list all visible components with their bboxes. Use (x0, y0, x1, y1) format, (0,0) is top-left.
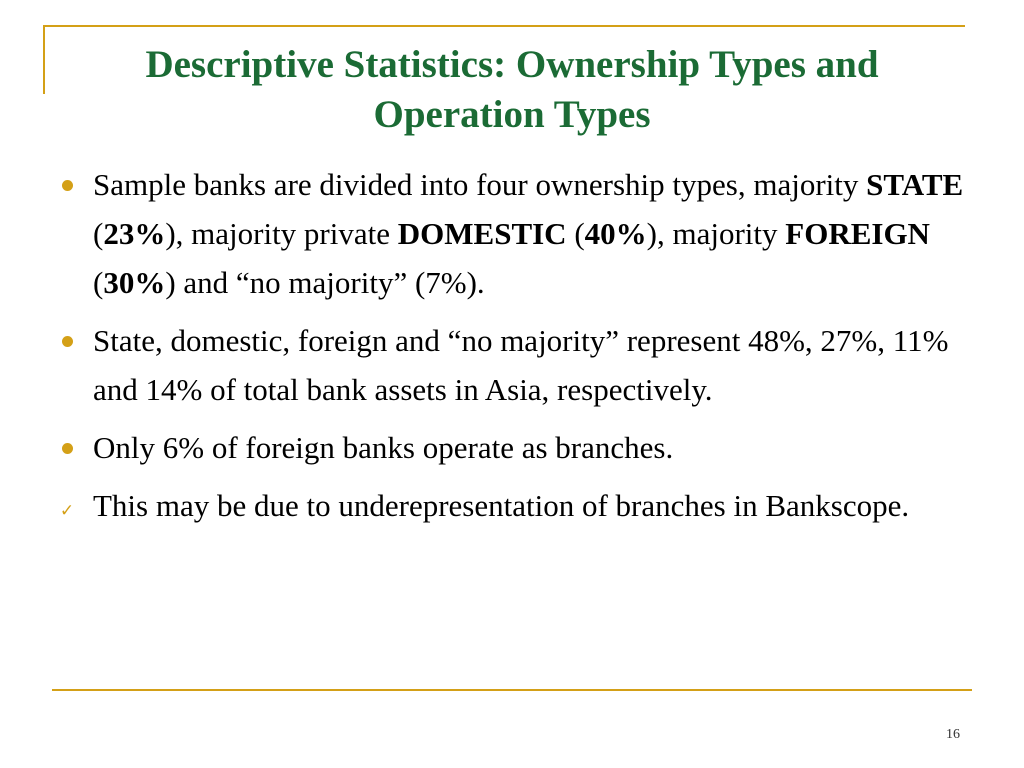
slide-title: Descriptive Statistics: Ownership Types and Operation Types (145, 43, 879, 136)
bullet-text: Only 6% of foreign banks operate as branches. (93, 430, 674, 465)
emphasis-domestic: DOMESTIC (397, 216, 567, 251)
dot-icon (62, 336, 73, 347)
checkmark-icon: ✓ (59, 501, 75, 521)
bullet-text: This may be due to underepresentation of branches in Bankscope. (93, 488, 910, 523)
page-number: 16 (946, 727, 960, 742)
bullet-foreign-branches (48, 423, 968, 472)
emphasis-state-share: 23% (103, 216, 166, 251)
dot-icon (62, 443, 73, 454)
text-run: ( (93, 216, 104, 251)
bullet-ownership-types (48, 160, 968, 307)
bullet-text: State, domestic, foreign and “no majority” represent 48%, 27%, 11% and 14% of total bank assets in Asia, respectively. (93, 323, 949, 407)
footer-rule (52, 689, 972, 691)
bullet-marker (57, 481, 77, 536)
bullet-asset-shares (48, 316, 968, 414)
text-run: ( (566, 216, 585, 251)
text-run: ), majority (646, 216, 786, 251)
title-left-rule (43, 25, 45, 94)
text-run: ), majority private (165, 216, 398, 251)
text-run: ( (93, 265, 104, 300)
text-run: ) and “no majority” (7%). (165, 265, 485, 300)
dot-icon (62, 180, 73, 191)
bullet-marker (57, 423, 77, 472)
bullet-bankscope-note (48, 481, 968, 530)
title-top-rule (43, 25, 965, 27)
bullet-list (48, 160, 968, 539)
bullet-text (93, 167, 963, 300)
emphasis-state: STATE (866, 167, 964, 202)
emphasis-foreign: FOREIGN (785, 216, 930, 251)
emphasis-foreign-share: 30% (103, 265, 166, 300)
emphasis-domestic-share: 40% (584, 216, 647, 251)
bullet-marker (57, 316, 77, 365)
bullet-marker (57, 160, 77, 209)
text-run: Sample banks are divided into four ownership types, majority (93, 167, 867, 202)
